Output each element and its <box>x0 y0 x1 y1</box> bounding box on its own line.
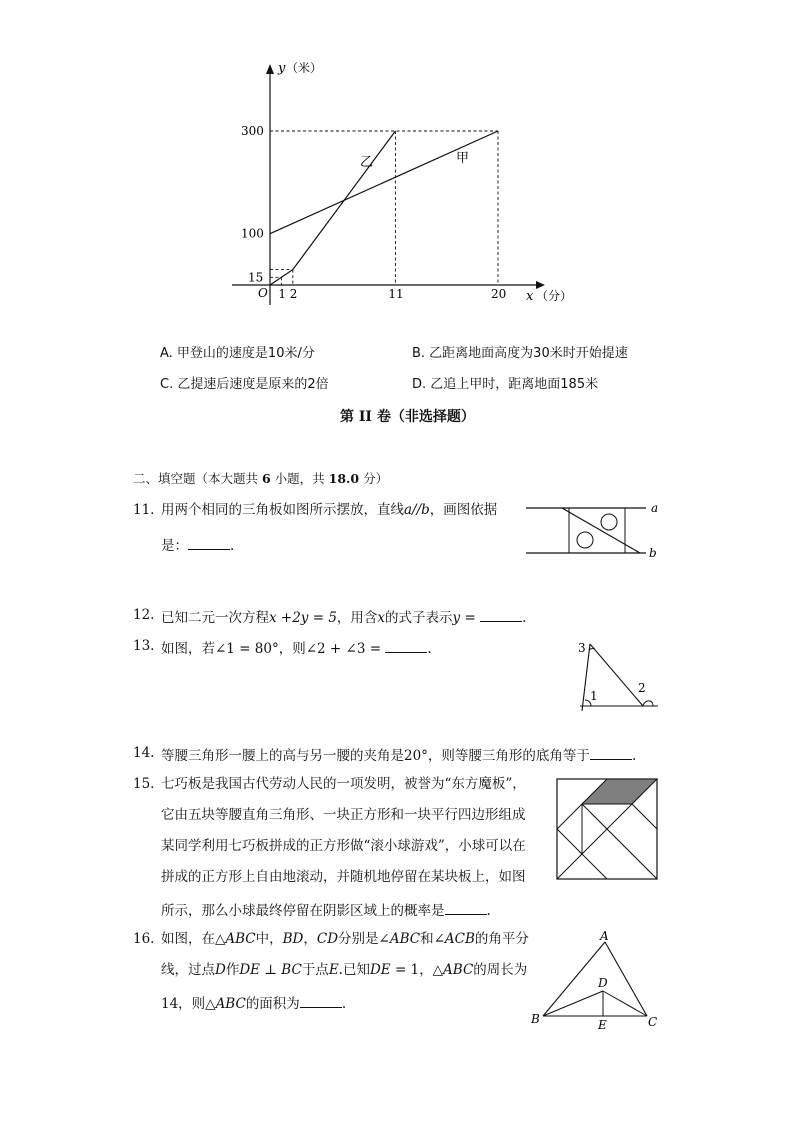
y-axis-label: y <box>278 61 286 76</box>
q16-t3: 分别是∠ <box>338 931 390 947</box>
option-a: A. 甲登山的速度是10米/分 <box>160 346 315 361</box>
q15-answer-blank[interactable] <box>445 902 487 915</box>
q14-number: 14. <box>133 745 155 761</box>
q14-answer-blank[interactable] <box>590 747 632 760</box>
q16-t1: 如图，在△ <box>161 931 226 947</box>
q16-label-e: E <box>598 1018 607 1032</box>
q12-var: x <box>377 610 386 626</box>
q13-label-3: 3 <box>578 641 586 655</box>
section-count: 6 <box>261 471 271 486</box>
part2-title: 第 II 卷（非选择题） <box>340 409 475 425</box>
q12-text3: 的式子表示 <box>385 610 453 626</box>
q11-label-a: a <box>651 501 659 515</box>
q11-math: a//b <box>404 502 430 518</box>
q15-number: 15. <box>133 776 155 792</box>
q16-perp: ⊥ <box>260 962 282 978</box>
y-tick-15: 15 <box>248 270 264 285</box>
q13-period: . <box>427 641 432 657</box>
y-axis-arrow <box>266 64 274 74</box>
q11-line2-text: 是： <box>161 538 188 554</box>
q12-line <box>161 609 526 626</box>
q16-eq1: = 1，△ <box>390 962 444 978</box>
x-axis-arrow <box>536 281 545 289</box>
q12-text2: ，用含 <box>336 610 378 626</box>
q15-line5 <box>161 902 491 919</box>
option-d: D. 乙追上甲时，距离地面185米 <box>412 377 599 392</box>
q16-figure-triangle <box>525 928 665 1032</box>
q16-bd: BD <box>282 931 304 947</box>
option-c: C. 乙提速后速度是原来的2倍 <box>160 377 329 392</box>
section-score: 18.0 <box>328 471 360 486</box>
q14-period: . <box>631 748 637 764</box>
origin-label: O <box>258 286 268 300</box>
x-axis-label: x <box>526 289 534 304</box>
q12-text1: 已知二元一次方程 <box>161 610 269 626</box>
q16-abc-2: ABC <box>389 931 421 947</box>
q13-label-1: 1 <box>590 689 598 703</box>
q15-period: . <box>486 903 491 919</box>
q11-period: . <box>230 538 235 554</box>
q13-answer-blank[interactable] <box>385 640 427 653</box>
q13-label-2: 2 <box>638 681 646 695</box>
climb-line-chart <box>0 0 794 320</box>
y-tick-100: 100 <box>241 226 264 241</box>
q16-e: E <box>328 962 339 978</box>
y-axis-unit: （米） <box>286 61 323 75</box>
q16-abc-4: ABC <box>215 996 246 1012</box>
q15-line1: 七巧板是我国古代劳动人民的一项发明，被誉为“东方魔板”， <box>161 776 526 792</box>
q15-figure-tangram <box>556 778 660 882</box>
option-b: B. 乙距离地面高度为30米时开始提速 <box>412 346 628 361</box>
q15-line2: 它由五块等腰直角三角形、一块正方形和一块平行四边形组成 <box>161 807 526 823</box>
q16-acb: ACB <box>444 931 475 947</box>
q16-t9: .已知 <box>338 962 370 978</box>
q16-t2: 中， <box>255 931 283 947</box>
q12-answer-blank[interactable] <box>480 609 522 622</box>
section-heading <box>133 473 388 486</box>
q11-text: 用两个相同的三角板如图所示摆放，直线 <box>161 502 404 518</box>
q11-text-end: ，画图依据 <box>429 502 498 518</box>
q16-line3 <box>161 995 346 1012</box>
x-tick-20: 20 <box>491 287 507 301</box>
x-tick-2: 2 <box>289 287 298 301</box>
q15-line4: 拼成的正方形上自由地滚动，并随机地停留在某块板上，如图 <box>161 869 526 885</box>
series-yi-line <box>270 131 395 285</box>
q16-label-b: B <box>531 1012 540 1026</box>
q15-line3: 某同学利用七巧板拼成的正方形做“滚小球游戏”，小球可以在 <box>161 838 526 854</box>
x-axis-unit: （分） <box>536 289 573 303</box>
q14-line <box>161 747 636 764</box>
q16-t10: 的周长为 <box>473 962 528 978</box>
q16-line2 <box>161 964 527 978</box>
q11-label-b: b <box>649 546 657 560</box>
section-heading-b: 小题，共 <box>270 471 329 486</box>
q16-number: 16. <box>133 931 155 947</box>
q11-line2 <box>161 537 234 554</box>
q16-de: DE <box>239 962 261 978</box>
q12-equation: x +2y = 5 <box>269 610 337 626</box>
q16-t7: 作 <box>225 962 240 978</box>
q16-abc-3: ABC <box>443 962 474 978</box>
q16-line1 <box>161 933 529 947</box>
x-tick-1: 1 <box>278 287 287 301</box>
q11-number: 11. <box>133 502 155 518</box>
q12-number: 12. <box>133 607 155 623</box>
q13-line <box>161 640 432 657</box>
section-heading-c: 分） <box>359 471 389 486</box>
q16-t8: 于点 <box>301 962 329 978</box>
q16-label-d: D <box>598 976 608 990</box>
q16-t12: 的面积为 <box>245 996 300 1012</box>
q16-de-2: DE <box>369 962 391 978</box>
q13-number: 13. <box>133 638 155 654</box>
q16-label-c: C <box>648 1015 658 1029</box>
q14-text: 等腰三角形一腰上的高与另一腰的夹角是20°，则等腰三角形的底角等于 <box>161 748 590 764</box>
q16-cd: CD <box>316 931 339 947</box>
x-tick-11: 11 <box>388 287 404 301</box>
q16-period: . <box>341 996 347 1012</box>
q12-period: . <box>522 610 527 626</box>
q13-figure-triangle <box>570 636 665 716</box>
q16-label-a: A <box>600 929 609 943</box>
q13-text: 如图，若∠1 = 80°，则∠2 + ∠3 = <box>161 641 382 657</box>
q16-t5: 的角平分 <box>474 931 529 947</box>
q11-figure-triangles <box>520 498 670 560</box>
q16-answer-blank[interactable] <box>300 995 342 1008</box>
q16-d: D <box>215 962 226 978</box>
q12-yvar: y = <box>452 610 476 626</box>
q16-t4: 和∠ <box>420 931 445 947</box>
q16-t6: 线，过点 <box>161 962 215 978</box>
q16-abc: ABC <box>225 931 256 947</box>
q15-line5-text: 所示，那么小球最终停留在阴影区域上的概率是 <box>161 903 445 919</box>
q16-bc: BC <box>281 962 302 978</box>
q11-answer-blank[interactable] <box>188 537 230 550</box>
series-jia-label: 甲 <box>456 151 470 166</box>
section-heading-a: 二、填空题（本大题共 <box>133 471 262 486</box>
q16-comma: ， <box>303 931 317 947</box>
q11-line1 <box>161 504 497 518</box>
y-tick-300: 300 <box>241 124 264 139</box>
series-yi-label: 乙 <box>360 155 374 170</box>
q16-t11: 14，则△ <box>161 996 216 1012</box>
